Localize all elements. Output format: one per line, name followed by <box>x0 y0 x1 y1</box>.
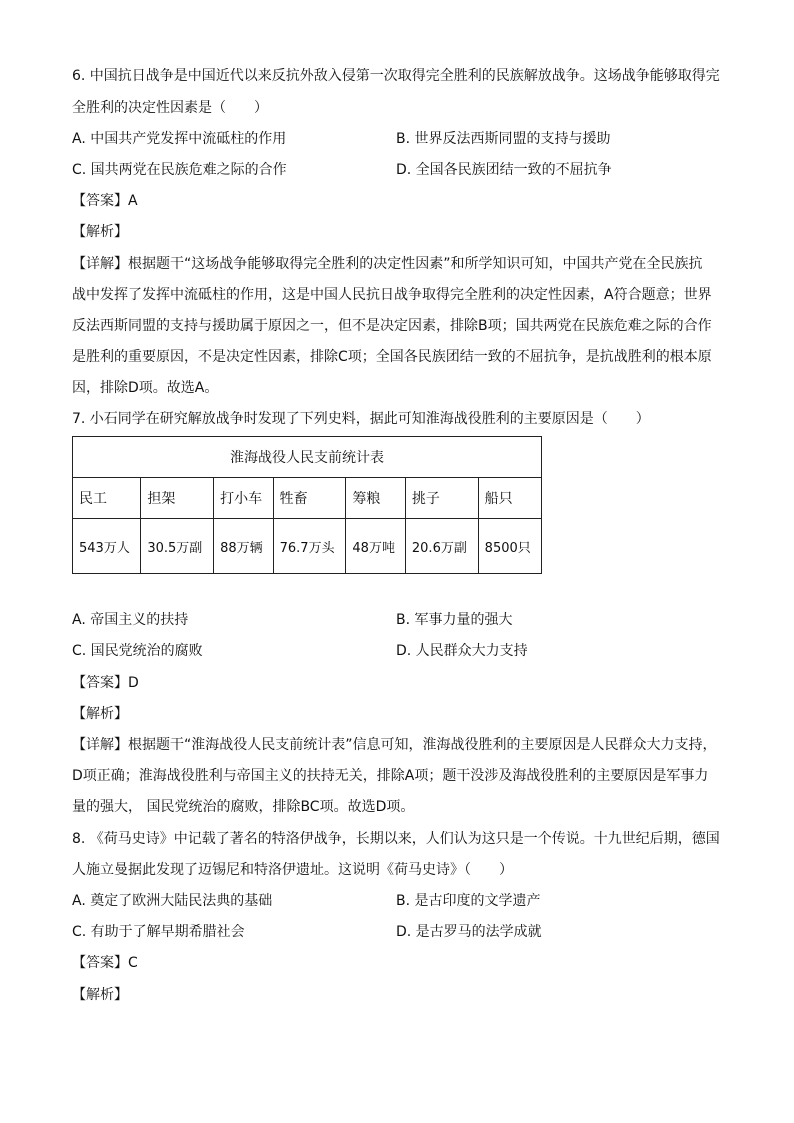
q7-analysis-label: 【解析】 <box>72 706 128 722</box>
q6-detail-line1: 【详解】根据题干“这场战争能够取得完全胜利的决定性因素”和所学知识可知，中国共产党在全民族抗 <box>72 256 703 272</box>
q6-stem-line1: 6. 中国抗日战争是中国近代以来反抗外敌入侵第一次取得完全胜利的民族解放战争。这场战争能够取得完 <box>72 68 720 84</box>
q6-detail-line3: 反法西斯同盟的支持与援助属于原因之一，但不是决定因素，排除B项；国共两党在民族危难之际的合作 <box>72 318 712 334</box>
q7-detail-line2: D项正确；淮海战役胜利与帝国主义的扶持无关，排除A项；题干没涉及海战役胜利的主要原因是军事力 <box>72 768 709 784</box>
q8-analysis-label: 【解析】 <box>72 987 128 1003</box>
table-value-cell: 76.7万头 <box>273 519 346 574</box>
table-title: 淮海战役人民支前统计表 <box>73 437 542 478</box>
table-header-cell: 牲畜 <box>273 478 346 519</box>
table-header-cell: 船只 <box>478 478 541 519</box>
table-value-cell: 88万辆 <box>214 519 273 574</box>
q6-option-a: A. 中国共产党发挥中流砥柱的作用 <box>72 131 287 147</box>
q7-stem: 7. 小石同学在研究解放战争时发现了下列史料，据此可知淮海战役胜利的主要原因是（ ） <box>72 411 650 427</box>
table-value-cell: 8500只 <box>478 519 541 574</box>
q8-option-c: C. 有助于了解早期希腊社会 <box>72 924 245 940</box>
table-header-cell: 担架 <box>141 478 214 519</box>
q8-stem-line1: 8. 《荷马史诗》中记载了著名的特洛伊战争，长期以来，人们认为这只是一个传说。十九世纪后期，德国 <box>72 831 720 847</box>
q6-option-c: C. 国共两党在民族危难之际的合作 <box>72 162 287 178</box>
q7-option-c: C. 国民党统治的腐败 <box>72 643 203 659</box>
q6-option-d: D. 全国各民族团结一致的不屈抗争 <box>396 162 612 178</box>
q6-option-b: B. 世界反法西斯同盟的支持与援助 <box>396 131 611 147</box>
table-header-cell: 挑子 <box>405 478 478 519</box>
q8-option-b: B. 是古印度的文学遗产 <box>396 893 541 909</box>
q7-detail-line1: 【详解】根据题干“淮海战役人民支前统计表”信息可知，淮海战役胜利的主要原因是人民群众大力支持， <box>72 737 717 753</box>
q8-option-a: A. 奠定了欧洲大陆民法典的基础 <box>72 893 273 909</box>
table-value-cell: 30.5万副 <box>141 519 214 574</box>
table-header-cell: 民工 <box>73 478 141 519</box>
table-value-row <box>73 519 542 574</box>
q8-option-d: D. 是古罗马的法学成就 <box>396 924 542 940</box>
q7-detail-line3: 量的强大， 国民党统治的腐败，排除BC项。故选D项。 <box>72 799 415 815</box>
q6-detail-line5: 因，排除D项。故选A。 <box>72 380 219 396</box>
q8-answer: 【答案】C <box>72 955 138 971</box>
q6-detail-line2: 战中发挥了发挥中流砥柱的作用，这是中国人民抗日战争取得完全胜利的决定性因素，A符合题意；世界 <box>72 287 712 303</box>
q6-answer: 【答案】A <box>72 193 138 209</box>
table-header-cell: 打小车 <box>214 478 273 519</box>
table-value-cell: 543万人 <box>73 519 141 574</box>
q7-answer: 【答案】D <box>72 675 139 691</box>
q8-stem-line2: 人施立曼据此发现了迈锡尼和特洛伊遗址。这说明《荷马史诗》（ ） <box>72 862 513 878</box>
q7-option-a: A. 帝国主义的扶持 <box>72 612 189 628</box>
q6-stem-line2: 全胜利的决定性因素是（ ） <box>72 100 268 116</box>
q7-option-b: B. 军事力量的强大 <box>396 612 513 628</box>
table-value-cell: 48万吨 <box>346 519 405 574</box>
table-header-row <box>73 478 542 519</box>
table-value-cell: 20.6万副 <box>405 519 478 574</box>
q6-analysis-label: 【解析】 <box>72 224 128 240</box>
q6-detail-line4: 是胜利的重要原因，不是决定性因素，排除C项；全国各民族团结一致的不屈抗争，是抗战胜利的根本原 <box>72 349 712 365</box>
support-statistics-table <box>72 436 542 574</box>
q7-option-d: D. 人民群众大力支持 <box>396 643 528 659</box>
table-header-cell: 筹粮 <box>346 478 405 519</box>
